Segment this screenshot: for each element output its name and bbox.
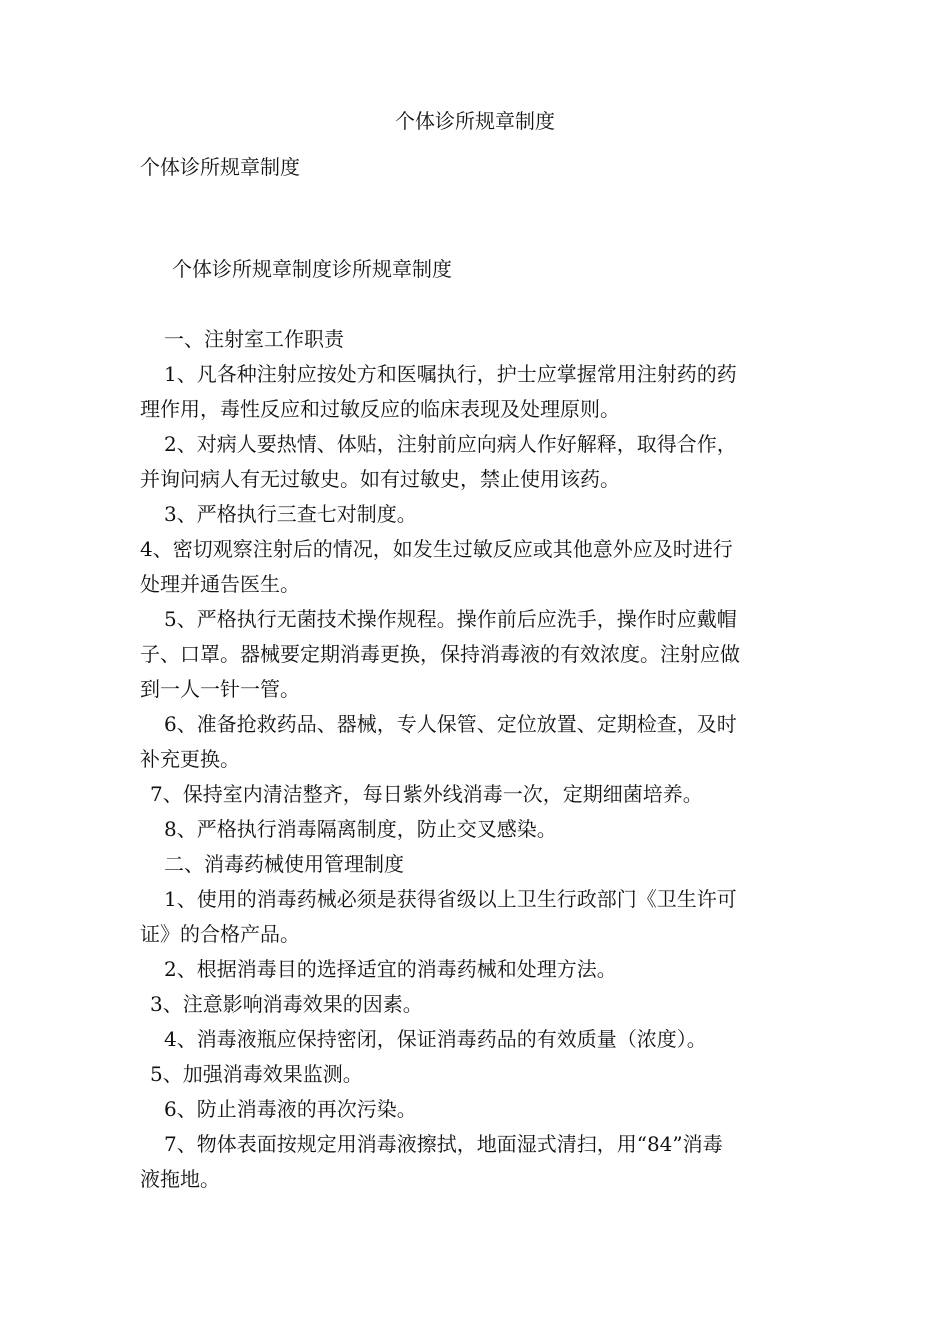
paragraph-line: 1、使用的消毒药械必须是获得省级以上卫生行政部门《卫生许可 (164, 887, 737, 911)
document-title: 个体诊所规章制度 (395, 109, 555, 133)
paragraph-line: 3、注意影响消毒效果的因素。 (150, 992, 423, 1016)
paragraph-line: 6、防止消毒液的再次污染。 (164, 1097, 417, 1121)
section-title-disinfection: 二、消毒药械使用管理制度 (164, 852, 404, 876)
paragraph-line: 液拖地。 (140, 1167, 220, 1191)
paragraph-line: 7、物体表面按规定用消毒液擦拭，地面湿式清扫，用“84”消毒 (164, 1132, 723, 1156)
document-subtitle: 个体诊所规章制度 (140, 155, 300, 179)
paragraph-line: 子、口罩。器械要定期消毒更换，保持消毒液的有效浓度。注射应做 (140, 642, 740, 666)
paragraph-line: 2、对病人要热情、体贴，注射前应向病人作好解释，取得合作， (164, 432, 737, 456)
paragraph-line: 6、准备抢救药品、器械，专人保管、定位放置、定期检查，及时 (164, 712, 737, 736)
paragraph-line: 到一人一针一管。 (140, 677, 300, 701)
paragraph-line: 并询问病人有无过敏史。如有过敏史，禁止使用该药。 (140, 467, 620, 491)
paragraph-line: 处理并通告医生。 (140, 572, 300, 596)
paragraph-line: 补充更换。 (140, 747, 240, 771)
paragraph-line: 2、根据消毒目的选择适宜的消毒药械和处理方法。 (164, 957, 617, 981)
section-heading: 个体诊所规章制度诊所规章制度 (172, 257, 452, 281)
paragraph-line: 1、凡各种注射应按处方和医嘱执行，护士应掌握常用注射药的药 (164, 362, 737, 386)
paragraph-line: 3、严格执行三查七对制度。 (164, 502, 417, 526)
paragraph-line: 5、加强消毒效果监测。 (150, 1062, 363, 1086)
section-title-injection-room: 一、注射室工作职责 (164, 327, 344, 351)
paragraph-line: 4、消毒液瓶应保持密闭，保证消毒药品的有效质量（浓度）。 (164, 1027, 707, 1051)
paragraph-line: 5、严格执行无菌技术操作规程。操作前后应洗手，操作时应戴帽 (164, 607, 737, 631)
paragraph-line: 8、严格执行消毒隔离制度，防止交叉感染。 (164, 817, 557, 841)
paragraph-line: 7、保持室内清洁整齐，每日紫外线消毒一次，定期细菌培养。 (150, 782, 703, 806)
paragraph-line: 理作用，毒性反应和过敏反应的临床表现及处理原则。 (140, 397, 620, 421)
paragraph-line: 证》的合格产品。 (140, 922, 300, 946)
paragraph-line: 4、密切观察注射后的情况，如发生过敏反应或其他意外应及时进行 (140, 537, 733, 561)
